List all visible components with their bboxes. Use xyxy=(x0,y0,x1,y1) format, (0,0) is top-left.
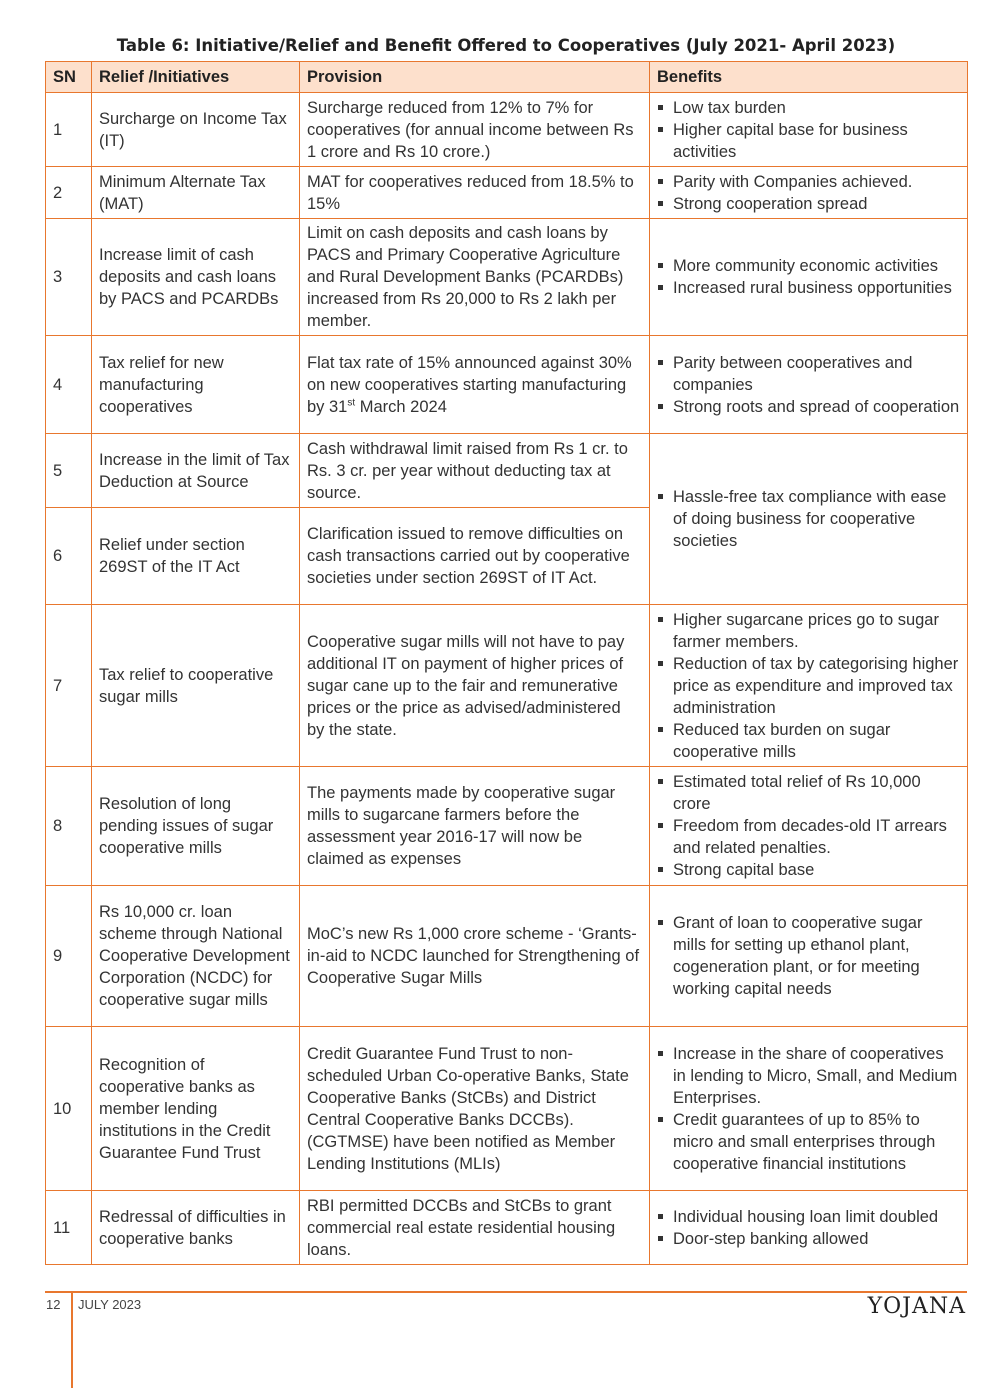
benefit-item: Freedom from decades-old IT arrears and related penalties. xyxy=(657,815,960,859)
benefit-item: Individual housing loan limit doubled xyxy=(657,1206,960,1228)
row-sn: 4 xyxy=(46,336,92,434)
benefit-item: Strong roots and spread of cooperation xyxy=(657,396,960,418)
footer-divider xyxy=(45,1291,967,1293)
benefit-item: Higher sugarcane prices go to sugar farmer members. xyxy=(657,609,960,653)
row-benefits xyxy=(650,219,968,336)
row-relief: Tax relief to cooperative sugar mills xyxy=(92,605,300,767)
benefit-item: Low tax burden xyxy=(657,97,960,119)
row-sn: 1 xyxy=(46,93,92,167)
row-provision: Surcharge reduced from 12% to 7% for cooperatives (for annual income between Rs 1 crore and Rs 10 crore.) xyxy=(300,93,650,167)
table-row xyxy=(46,219,968,336)
table-row xyxy=(46,336,968,434)
row-relief: Relief under section 269ST of the IT Act xyxy=(92,508,300,605)
table-header-row xyxy=(46,62,968,93)
table-row xyxy=(46,886,968,1027)
row-benefits xyxy=(650,336,968,434)
benefit-item: Estimated total relief of Rs 10,000 crore xyxy=(657,771,960,815)
row-provision: MoC’s new Rs 1,000 crore scheme - ‘Grants-in-aid to NCDC launched for Strengthening of Cooperative Sugar Mills xyxy=(300,886,650,1027)
magazine-brand: YOJANA xyxy=(867,1294,966,1319)
row-sn: 10 xyxy=(46,1027,92,1191)
benefit-item: Reduced tax burden on sugar cooperative mills xyxy=(657,719,960,763)
benefit-item: Parity between cooperatives and companies xyxy=(657,352,960,396)
row-sn: 3 xyxy=(46,219,92,336)
row-relief: Minimum Alternate Tax (MAT) xyxy=(92,167,300,219)
row-provision: The payments made by cooperative sugar mills to sugarcane farmers before the assessment year 2016-17 will now be claimed as expenses xyxy=(300,767,650,886)
row-relief: Tax relief for new manufacturing cooperatives xyxy=(92,336,300,434)
header-sn: SN xyxy=(46,62,92,93)
benefit-item: More community economic activities xyxy=(657,255,960,277)
row-provision: Cash withdrawal limit raised from Rs 1 cr. to Rs. 3 cr. per year without deducting tax at source. xyxy=(300,434,650,508)
footer-vertical-divider xyxy=(71,1293,73,1388)
table-row xyxy=(46,434,968,508)
row-sn: 2 xyxy=(46,167,92,219)
row-relief: Increase limit of cash deposits and cash loans by PACS and PCARDBs xyxy=(92,219,300,336)
row-relief: Increase in the limit of Tax Deduction at Source xyxy=(92,434,300,508)
benefit-item: Strong cooperation spread xyxy=(657,193,960,215)
table-row xyxy=(46,1027,968,1191)
benefit-item: Increased rural business opportunities xyxy=(657,277,960,299)
row-benefits xyxy=(650,605,968,767)
row-provision: Clarification issued to remove difficulties on cash transactions carried out by cooperative societies under section 269ST of IT Act. xyxy=(300,508,650,605)
row-benefits xyxy=(650,1027,968,1191)
row-relief: Rs 10,000 cr. loan scheme through National Cooperative Development Corporation (NCDC) for cooperative sugar mills xyxy=(92,886,300,1027)
table-row xyxy=(46,1191,968,1265)
row-benefits xyxy=(650,767,968,886)
row-sn: 11 xyxy=(46,1191,92,1265)
row-sn: 5 xyxy=(46,434,92,508)
table-row xyxy=(46,767,968,886)
row-sn: 6 xyxy=(46,508,92,605)
benefit-item: Grant of loan to cooperative sugar mills for setting up ethanol plant, cogeneration plant, or for meeting working capital needs xyxy=(657,912,960,1000)
row-benefits xyxy=(650,434,968,605)
row-relief: Recognition of cooperative banks as member lending institutions in the Credit Guarantee Fund Trust xyxy=(92,1027,300,1191)
row-relief: Resolution of long pending issues of sugar cooperative mills xyxy=(92,767,300,886)
row-benefits xyxy=(650,167,968,219)
table-title: Table 6: Initiative/Relief and Benefit Offered to Cooperatives (July 2021- April 2023) xyxy=(116,36,896,55)
row-provision: Limit on cash deposits and cash loans by PACS and Primary Cooperative Agriculture and Rural Development Banks (PCARDBs) increased from Rs 20,000 to Rs 2 lakh per member. xyxy=(300,219,650,336)
table-row xyxy=(46,605,968,767)
row-sn: 7 xyxy=(46,605,92,767)
header-relief: Relief /Initiatives xyxy=(92,62,300,93)
benefit-item: Increase in the share of cooperatives in lending to Micro, Small, and Medium Enterprises. xyxy=(657,1043,960,1109)
row-provision: RBI permitted DCCBs and StCBs to grant commercial real estate residential housing loans. xyxy=(300,1191,650,1265)
row-relief: Surcharge on Income Tax (IT) xyxy=(92,93,300,167)
row-provision: Cooperative sugar mills will not have to pay additional IT on payment of higher prices of sugar cane up to the fair and remunerative prices or the price as advised/administered by the state. xyxy=(300,605,650,767)
benefit-item: Strong capital base xyxy=(657,859,960,881)
row-provision: MAT for cooperatives reduced from 18.5% to 15% xyxy=(300,167,650,219)
row-provision: Credit Guarantee Fund Trust to non-scheduled Urban Co-operative Banks, State Cooperative Banks (StCBs) and District Central Cooperative Banks DCCBs). (CGTMSE) have been notified as Member Lending Institutions (MLIs) xyxy=(300,1027,650,1191)
table-row xyxy=(46,167,968,219)
benefit-item: Reduction of tax by categorising higher price as expenditure and improved tax administration xyxy=(657,653,960,719)
header-benefits: Benefits xyxy=(650,62,968,93)
benefit-item: Hassle-free tax compliance with ease of doing business for cooperative societies xyxy=(657,486,960,552)
header-provision: Provision xyxy=(300,62,650,93)
row-relief: Redressal of difficulties in cooperative banks xyxy=(92,1191,300,1265)
row-provision: Flat tax rate of 15% announced against 30% on new cooperatives starting manufacturing by 31st March 2024 xyxy=(300,336,650,434)
row-benefits xyxy=(650,1191,968,1265)
page-number: 12 xyxy=(46,1297,61,1312)
cooperatives-table xyxy=(45,61,968,1265)
row-sn: 9 xyxy=(46,886,92,1027)
row-benefits xyxy=(650,886,968,1027)
table-row xyxy=(46,93,968,167)
issue-date: JULY 2023 xyxy=(78,1297,142,1312)
benefit-item: Parity with Companies achieved. xyxy=(657,171,960,193)
benefit-item: Higher capital base for business activities xyxy=(657,119,960,163)
benefit-item: Door-step banking allowed xyxy=(657,1228,960,1250)
row-benefits xyxy=(650,93,968,167)
benefit-item: Credit guarantees of up to 85% to micro and small enterprises through cooperative financial institutions xyxy=(657,1109,960,1175)
row-sn: 8 xyxy=(46,767,92,886)
